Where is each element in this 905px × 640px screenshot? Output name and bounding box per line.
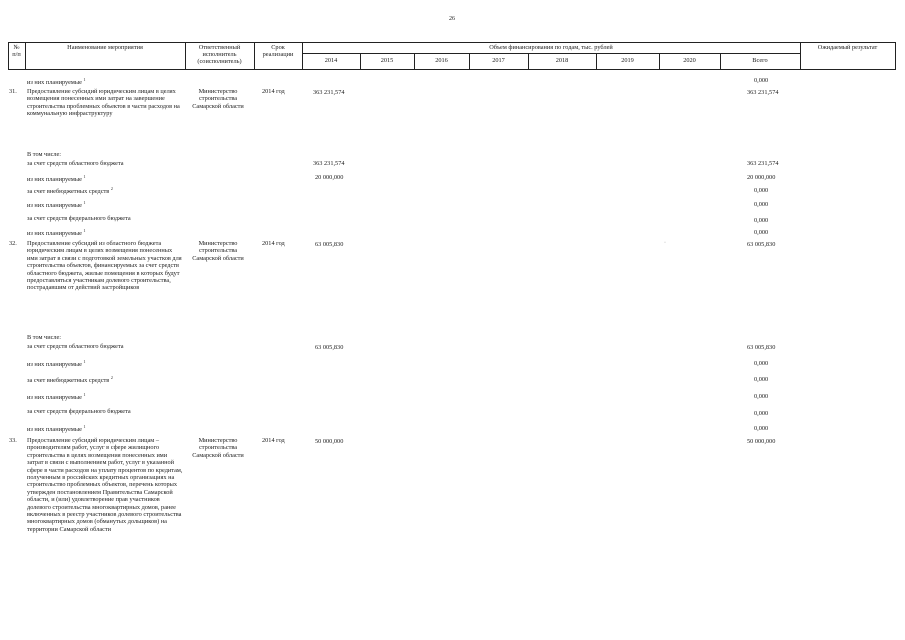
subrow-label: из них планируемые $^1$ xyxy=(27,200,86,209)
total-value: 50 000,000 xyxy=(747,438,776,445)
total-value: 0,000 xyxy=(754,187,769,194)
subrow-label: за счет внебюджетных средств $^2$ xyxy=(27,375,113,384)
total-value: 0,000 xyxy=(754,393,769,400)
item-name: Предоставление субсидий юридическим лицам – производителям работ, услуг в сфере жилищного строительства в целях возмещения понесенных ими затрат в связи с выполнением работ, услуг в указанной сфере в части расходов на уплату процентов по кредитам, полученным в российских кредитных организациях на строительство проблемных объектов, перечень которых утвержден постановлением Правительства Самарской области, и (или) удовлетворение прав участников долевого строительства многоквартирных домов, ранее включенных в реестр участников долевого строительства многоквартирных домов (обманутых дольщиков) на территории Самарской области xyxy=(27,437,183,533)
total-value: 0,000 xyxy=(754,410,769,417)
y2014-value: 63 005,830 xyxy=(315,241,344,248)
header-term: Срок реализации xyxy=(262,44,294,58)
total-value: 0,000 xyxy=(754,77,769,84)
subrow-label: за счет средств областного бюджета xyxy=(27,160,124,167)
header-bottom-border xyxy=(8,69,896,70)
item-term: 2014 год xyxy=(262,240,285,247)
table-top-border xyxy=(8,42,896,43)
header-total: Всего xyxy=(752,57,768,64)
item-executor: Министерство строительства Самарской области xyxy=(192,240,244,262)
subrow-label: из них планируемые $^1$ xyxy=(27,174,86,183)
subrow-label: за счет внебюджетных средств $^2$ xyxy=(27,186,113,195)
table-right-border xyxy=(895,42,896,70)
total-value: 0,000 xyxy=(754,217,769,224)
subrow-label: из них планируемые $^1$ xyxy=(27,424,86,433)
header-year: 2018 xyxy=(555,57,569,64)
y2014-value: 63 005,830 xyxy=(315,344,344,351)
item-number: 33. xyxy=(9,437,17,444)
total-value: 63 005,830 xyxy=(747,241,776,248)
page-number: 26 xyxy=(449,16,455,22)
header-result: Ожидаемый результат xyxy=(817,44,878,51)
item-executor: Министерство строительства Самарской области xyxy=(192,88,244,110)
scan-speck: · xyxy=(664,240,666,246)
header-year: 2016 xyxy=(435,57,448,64)
in-total-label: В том числе: xyxy=(27,151,62,158)
total-value: 0,000 xyxy=(754,425,769,432)
item-name: Предоставление субсидий юридическим лицам в целях возмещения понесенных ими затрат на завершение строительства проблемных объектов в части расходов на коммунальную инфраструктуру xyxy=(27,88,180,118)
header-no: № п/п xyxy=(12,44,21,58)
item-number: 32. xyxy=(9,240,17,247)
total-value: 0,000 xyxy=(754,229,769,236)
header-executor: Ответственный исполнитель (соисполнитель) xyxy=(197,44,242,65)
y2014-value: 363 231,574 xyxy=(313,160,345,167)
y2014-value: 50 000,000 xyxy=(315,438,344,445)
header-year: 2019 xyxy=(621,57,634,64)
subrow-label: за счет средств федерального бюджета xyxy=(27,408,131,415)
total-value: 63 005,830 xyxy=(747,344,776,351)
item-name: Предоставление субсидий из областного бюджета юридическим лицам в целях возмещения понесенных ими затрат в связи с подготовкой земельных участков для строительства объектов, финансируемых за счет средств областного бюджета, жилые помещения в которых будут предоставляться участникам долевого строительства, пострадавшим от действий застройщиков xyxy=(27,240,182,292)
subrow-label: из них планируемые $^1$ xyxy=(27,77,86,86)
y2014-value: 20 000,000 xyxy=(315,174,344,181)
y2014-value: 363 231,574 xyxy=(313,89,345,96)
total-value: 0,000 xyxy=(754,376,769,383)
header-year: 2015 xyxy=(380,57,394,64)
header-year: 2017 xyxy=(492,57,505,64)
item-number: 31. xyxy=(9,88,17,95)
subrow-label: из них планируемые $^1$ xyxy=(27,392,86,401)
total-value: 363 231,574 xyxy=(747,160,779,167)
total-value: 0,000 xyxy=(754,360,769,367)
header-year: 2014 xyxy=(324,57,338,64)
in-total-label: В том числе: xyxy=(27,334,62,341)
subrow-label: из них планируемые $^1$ xyxy=(27,359,86,368)
total-value: 363 231,574 xyxy=(747,89,779,96)
subrow-label: из них планируемые $^1$ xyxy=(27,228,86,237)
total-value: 0,000 xyxy=(754,201,769,208)
subrow-label: за счет средств федерального бюджета xyxy=(27,215,131,222)
item-term: 2014 год xyxy=(262,88,285,95)
total-value: 20 000,000 xyxy=(747,174,776,181)
item-term: 2014 год xyxy=(262,437,285,444)
header-year: 2020 xyxy=(683,57,696,64)
header-funding: Объем финансирования по годам, тыс. рублей xyxy=(489,44,613,51)
item-executor: Министерство строительства Самарской области xyxy=(192,437,244,459)
years-divider xyxy=(302,53,800,54)
header-name: Наименование мероприятия xyxy=(67,44,143,51)
subrow-label: за счет средств областного бюджета xyxy=(27,343,124,350)
